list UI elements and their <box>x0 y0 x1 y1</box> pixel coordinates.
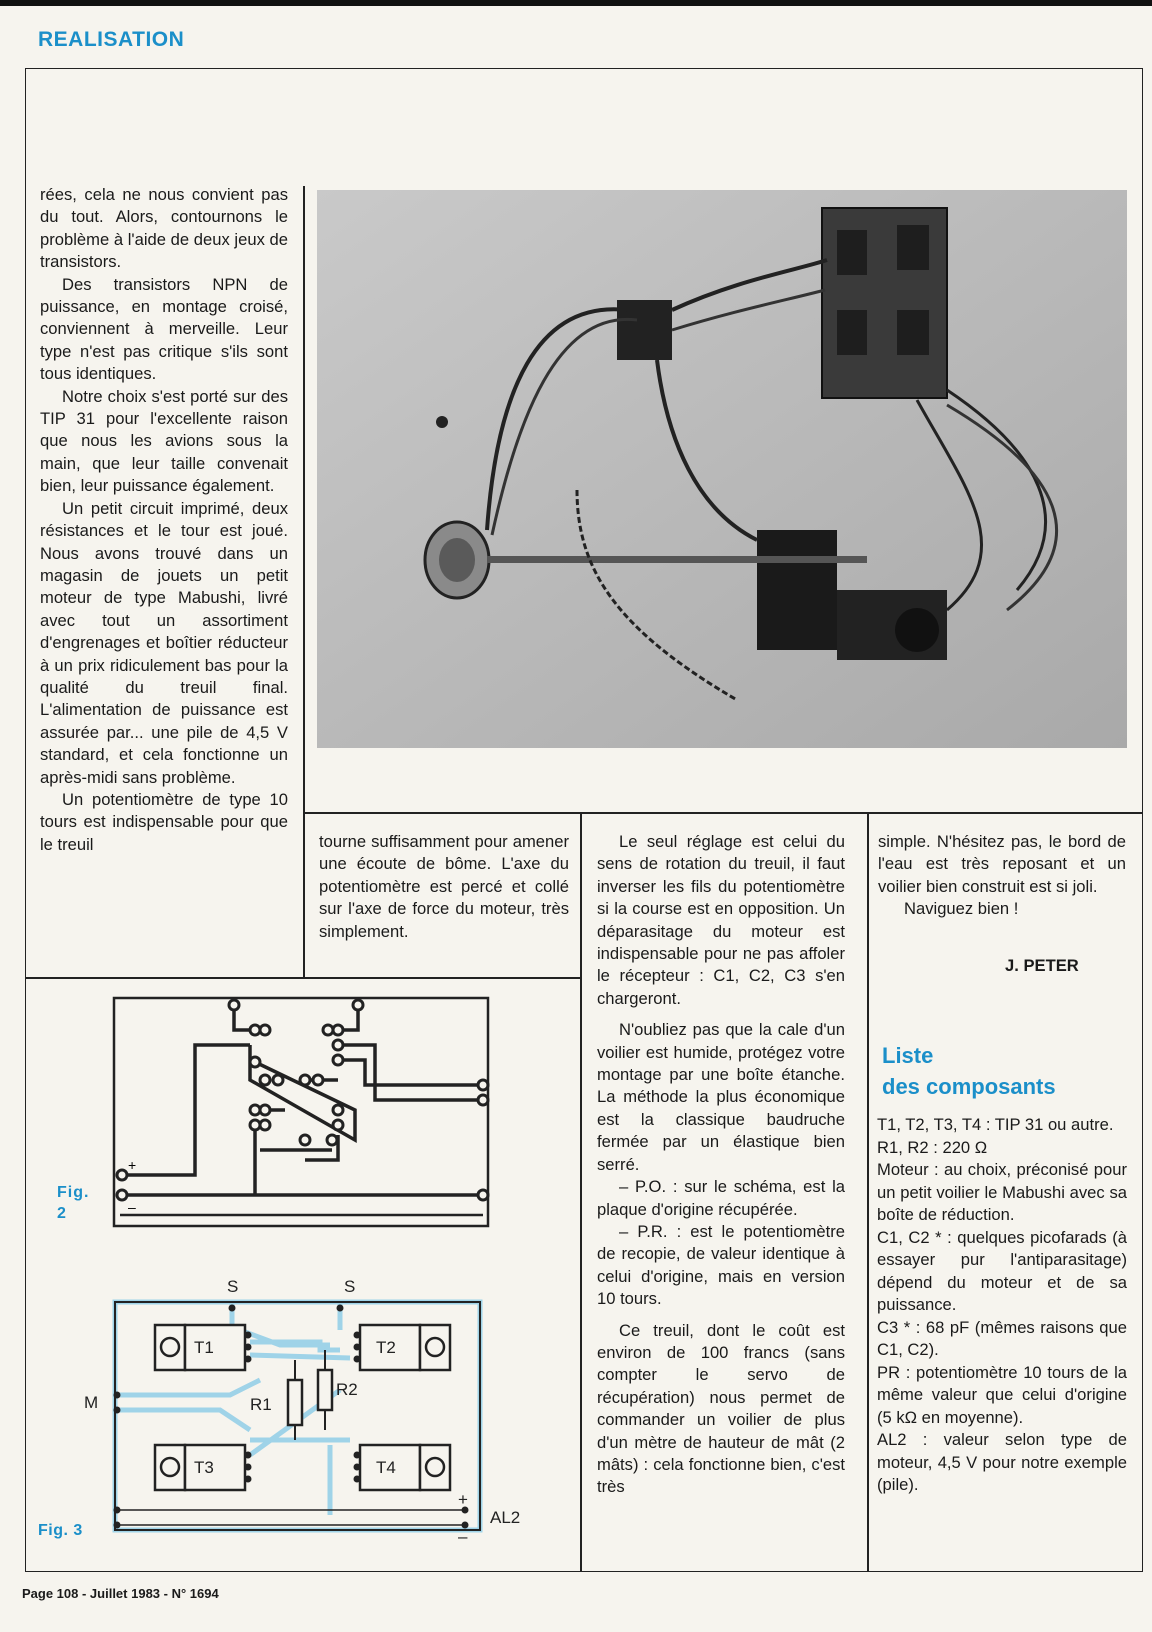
fig3-al2: AL2 <box>490 1508 521 1527</box>
component-item: C3 * : 68 pF (mêmes raisons que C1, C2). <box>877 1317 1127 1359</box>
fig3-plus: + <box>458 1490 468 1509</box>
fig3-wiring-diagram <box>80 1280 550 1550</box>
fig3-r2: R2 <box>336 1380 358 1399</box>
component-item: AL2 : valeur selon type de moteur, 4,5 V pour notre exemple (pile). <box>877 1430 1127 1494</box>
fig3-s-right: S <box>344 1280 356 1296</box>
fig-top-rule <box>25 977 580 979</box>
photo-illustration <box>317 190 1127 748</box>
page-footer: Page 108 - Juillet 1983 - N° 1694 <box>22 1586 219 1601</box>
component-item: C1, C2 * : quelques picofarads (à essayer pur l'antiparasitage) dépend du moteur et de sa puissance. <box>877 1227 1127 1314</box>
text-column-4 <box>878 831 1126 921</box>
component-item: R1, R2 : 220 Ω <box>877 1137 988 1157</box>
paragraph: simple. N'hésitez pas, le bord de l'eau est très reposant et un voilier bien construit est si joli. <box>878 832 1126 896</box>
paragraph: Ce treuil, dont le coût est environ de 100 francs (sans compter le servo de récupération) nous permet de commander un voilier de plus d'un mètre de hauteur de mât (2 mâts) : cela fonctionne bien, c'est très <box>597 1320 845 1497</box>
paragraph: Un potentiomètre de type 10 tours est indispensable pour que le treuil <box>40 789 288 854</box>
col1-right-rule <box>303 186 305 978</box>
col4-left-rule <box>867 812 869 1572</box>
fig3-r1: R1 <box>250 1395 272 1414</box>
text-column-3 <box>597 831 845 1499</box>
paragraph: tourne suffisamment pour amener une écoute de bôme. L'axe du potentiomètre est percé et collé sur l'axe de force du moteur, très simplement. <box>319 832 569 941</box>
fig2-pcb-layout <box>100 990 500 1240</box>
component-item: Moteur : au choix, préconisé pour un petit voilier le Mabushi avec sa boîte de réduction. <box>877 1160 1127 1224</box>
components-heading-line2: des composants <box>882 1074 1056 1099</box>
fig2-label-line1: Fig. <box>57 1184 90 1201</box>
component-item: T1, T2, T3, T4 : TIP 31 ou autre. <box>877 1115 1114 1134</box>
fig3-m: M <box>84 1393 99 1412</box>
fig3-minus: – <box>458 1527 468 1546</box>
fig3-t2: T2 <box>376 1338 396 1357</box>
paragraph: Le seul réglage est celui du sens de rotation du treuil, il faut inverser les fils du potentiomètre si la course est en opposition. Un déparasitage du moteur est indispensable pour ne pas affoler le récepteur : C1, C2, C3 s'en chargeront. <box>597 832 845 1008</box>
paragraph: – P.R. : est le potentiomètre de recopie, de valeur identique à celui d'origine, mais en version 10 tours. <box>597 1221 845 1309</box>
components-list <box>877 1114 1127 1497</box>
fig3-t3: T3 <box>194 1458 214 1477</box>
section-title: REALISATION <box>38 28 185 51</box>
paragraph: – P.O. : sur le schéma, est la plaque d'origine récupérée. <box>597 1177 845 1219</box>
paragraph: Naviguez bien ! <box>904 899 1019 919</box>
fig2-plus: + <box>128 1157 137 1173</box>
fig2-minus: – <box>128 1199 136 1215</box>
photo-bottom-rule <box>303 812 1143 814</box>
components-heading-line1: Liste <box>882 1043 934 1068</box>
components-heading <box>882 1040 1056 1102</box>
author: J. PETER <box>1005 956 1079 975</box>
fig3-t4: T4 <box>376 1458 396 1477</box>
fig3-t1: T1 <box>194 1338 214 1357</box>
fig3-s-left: S <box>227 1280 239 1296</box>
paragraph: N'oubliez pas que la cale d'un voilier est humide, protégez votre montage par une boîte étanche. La méthode la plus économique est la classique baudruche fermée par un élastique bien serré. <box>597 1020 845 1174</box>
text-column-2 <box>319 831 569 943</box>
fig3-label: Fig. 3 <box>38 1522 83 1539</box>
top-rule <box>0 0 1152 6</box>
text-column-1 <box>40 184 288 856</box>
fig2-label-line2: 2 <box>57 1205 67 1222</box>
component-item: PR : potentiomètre 10 tours de la même valeur que celui d'origine (5 kΩ en moyenne). <box>877 1362 1127 1427</box>
paragraph: Un petit circuit imprimé, deux résistances et le tour est joué. Nous avons trouvé dans un magasin de jouets un petit moteur de type Mabushi, livré avec tout un assortiment d'engrenages et boîtier réducteur à un prix ridiculement bas pour la qualité du treuil final. L'alimentation de puissance est assurée par... une pile de 4,5 V standard, et cela fonctionne un après-midi sans problème. <box>40 498 288 787</box>
paragraph: Des transistors NPN de puissance, en montage croisé, conviennent à merveille. Leur type n'est pas critique s'ils sont tous identiques. <box>40 274 288 384</box>
paragraph: rées, cela ne nous convient pas du tout. Alors, contournons le problème à l'aide de deux jeux de transistors. <box>40 185 288 272</box>
treuil-photo <box>317 190 1127 748</box>
fig2-label <box>57 1182 89 1224</box>
col3-left-rule <box>580 812 582 1572</box>
paragraph: Notre choix s'est porté sur des TIP 31 pour l'excellente raison que nous les avions sous la main, que leur taille convenait bien, leur puissance également. <box>40 386 288 496</box>
